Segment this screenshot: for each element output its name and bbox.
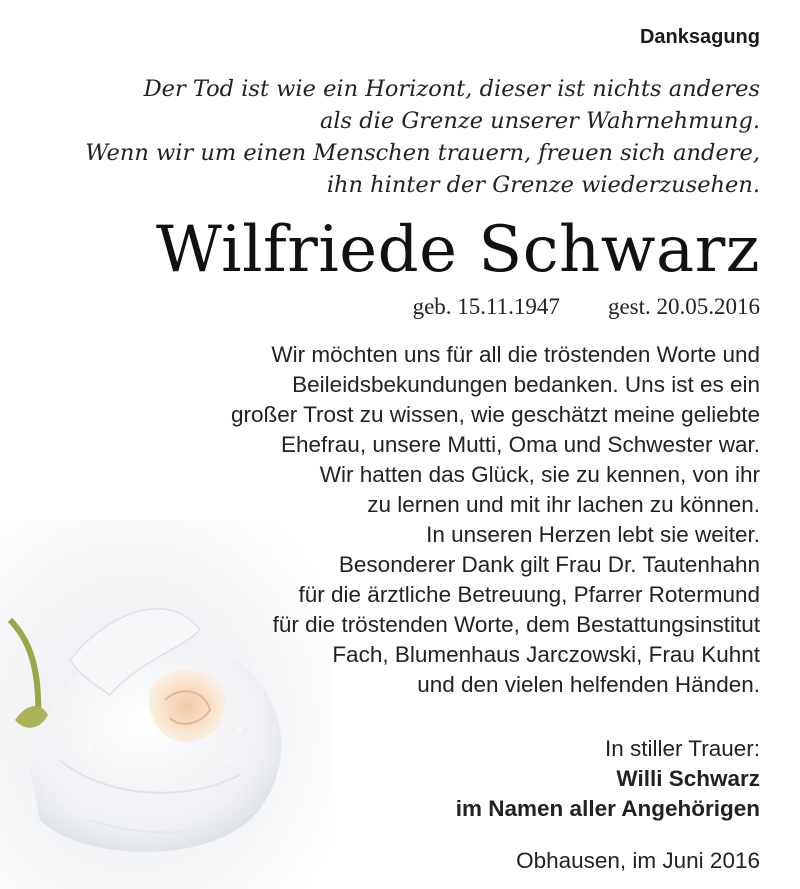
text-line: Beileidsbekundungen bedanken. Uns ist es ein — [292, 372, 760, 397]
quote-block — [40, 73, 760, 201]
mourning-intro: In stiller Trauer: — [604, 736, 760, 761]
quote-line: Der Tod ist wie ein Horizont, dieser ist nichts anderes — [143, 76, 760, 102]
mourner-note: im Namen aller Angehörigen — [455, 796, 760, 821]
text-line: zu lernen und mit ihr lachen zu können. — [367, 492, 760, 517]
text-line: Wir hatten das Glück, sie zu kennen, von ihr — [319, 462, 760, 487]
deceased-name: Wilfriede Schwarz — [155, 213, 760, 287]
text-line: In unseren Herzen lebt sie weiter. — [426, 522, 760, 547]
text-line: für die tröstenden Worte, dem Bestattungsinstitut — [272, 612, 760, 637]
quote-line: als die Grenze unserer Wahrnehmung. — [319, 108, 760, 134]
mourner-name: Willi Schwarz — [616, 766, 760, 791]
text-line: und den vielen helfenden Händen. — [417, 672, 760, 697]
life-dates — [413, 294, 760, 320]
quote-line: Wenn wir um einen Menschen trauern, freuen sich andere, — [85, 140, 760, 166]
text-line: Besonderer Dank gilt Frau Dr. Tautenhahn — [338, 552, 760, 577]
signature-block — [456, 734, 760, 824]
birth-date: geb. 15.11.1947 — [412, 294, 560, 319]
death-date: gest. 20.05.2016 — [607, 294, 760, 319]
text-line: Wir möchten uns für all die tröstenden Worte und — [271, 342, 760, 367]
text-line: großer Trost zu wissen, wie geschätzt meine geliebte — [231, 402, 760, 427]
text-line: Fach, Blumenhaus Jarczowski, Frau Kuhnt — [332, 642, 760, 667]
text-line: Ehefrau, unsere Mutti, Oma und Schwester war. — [281, 432, 760, 457]
place-and-date: Obhausen, im Juni 2016 — [516, 848, 760, 873]
quote-line: ihn hinter der Grenze wiederzusehen. — [326, 172, 760, 198]
thanks-text — [231, 340, 760, 700]
text-line: für die ärztliche Betreuung, Pfarrer Rotermund — [298, 582, 760, 607]
notice-heading: Danksagung — [639, 26, 760, 48]
